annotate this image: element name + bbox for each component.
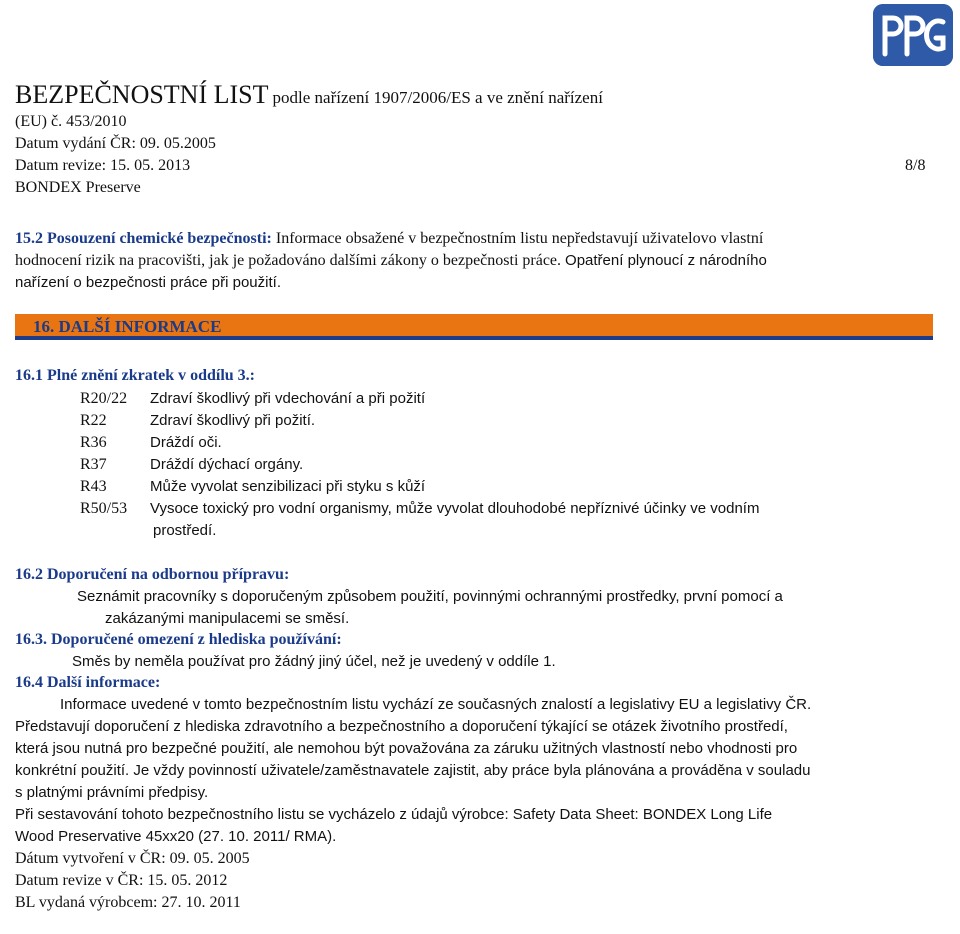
title-main: BEZPEČNOSTNÍ LIST xyxy=(15,80,269,109)
section-16-3-line1: Směs by neměla používat pro žádný jiný účel, než je uvedený v oddíle 1. xyxy=(72,653,556,670)
section-16-4-line: Informace uvedené v tomto bezpečnostním listu vychází ze současných znalostí a legislativy EU a legislativy ČR. xyxy=(60,696,812,713)
section-16-2-line1: Seznámit pracovníky s doporučeným způsobem použití, povinnými ochrannými prostředky, první pomocí a xyxy=(77,588,783,605)
section-16-2-label: 16.2 Doporučení na odbornou přípravu: xyxy=(15,566,290,583)
section-16-4-line: Představují doporučení z hlediska zdravotního a bezpečnostního a doporučení týkající se otázek životního prostředí, xyxy=(15,718,788,735)
manufacturer-sds-date: BL vydaná výrobcem: 27. 10. 2011 xyxy=(15,894,241,911)
document-title xyxy=(15,80,603,110)
creation-date: Dátum vytvoření v ČR: 09. 05. 2005 xyxy=(15,850,250,867)
section-16-3-label: 16.3. Doporučené omezení z hlediska používání: xyxy=(15,631,342,648)
section-16-4-line: Při sestavování tohoto bezpečnostního listu se vycházelo z údajů výrobce: Safety Data Sheet: BONDEX Long Life xyxy=(15,806,773,823)
section-16-4-line: Wood Preservative 45xx20 (27. 10. 2011/ RMA). xyxy=(15,828,337,845)
section-16-4-line: konkrétní použití. Je vždy povinností uživatele/zaměstnavatele zajistit, aby práce byla plánována a prováděna v souladu xyxy=(15,762,811,779)
issue-date: Datum vydání ČR: 09. 05.2005 xyxy=(15,135,216,152)
product-name: BONDEX Preserve xyxy=(15,179,141,196)
section-15-2-text: Informace obsažené v bezpečnostním listu nepředstavují uživatelovo vlastní xyxy=(275,230,764,247)
regulation-number: (EU) č. 453/2010 xyxy=(15,113,127,130)
title-regulation: podle nařízení 1907/2006/ES a ve znění nařízení xyxy=(272,88,603,107)
ppg-logo-icon xyxy=(873,4,953,66)
section-16-4-line: která jsou nutná pro bezpečné použití, ale nemohou být považována za záruku užitných vlastností nebo vhodnosti pro xyxy=(15,740,798,757)
page-number: 8/8 xyxy=(905,157,926,174)
section-16-header: 16. DALŠÍ INFORMACE xyxy=(15,314,933,340)
ppg-logo xyxy=(873,4,953,66)
section-16-4-label: 16.4 Další informace: xyxy=(15,674,161,691)
section-15-2-label: 15.2 Posouzení chemické bezpečnosti: xyxy=(15,230,272,247)
section-15-2-line3: nařízení o bezpečnosti práce při použití. xyxy=(15,274,281,291)
revision-date: Datum revize: 15. 05. 2013 xyxy=(15,157,191,174)
section-16-2-line2: zakázanými manipulacemi se směsí. xyxy=(105,610,350,627)
section-16-1-label: 16.1 Plné znění zkratek v oddílu 3.: xyxy=(15,367,256,384)
revision-date-cr: Datum revize v ČR: 15. 05. 2012 xyxy=(15,872,228,889)
section-16-4-line: s platnými právními předpisy. xyxy=(15,784,209,801)
section-15-2 xyxy=(15,228,763,249)
section-15-2-line2: hodnocení rizik na pracovišti, jak je požadováno dalšími zákony o bezpečnosti práce. Opatření plynoucí z národního xyxy=(15,252,767,269)
list-item-continuation: prostředí. xyxy=(153,522,217,539)
